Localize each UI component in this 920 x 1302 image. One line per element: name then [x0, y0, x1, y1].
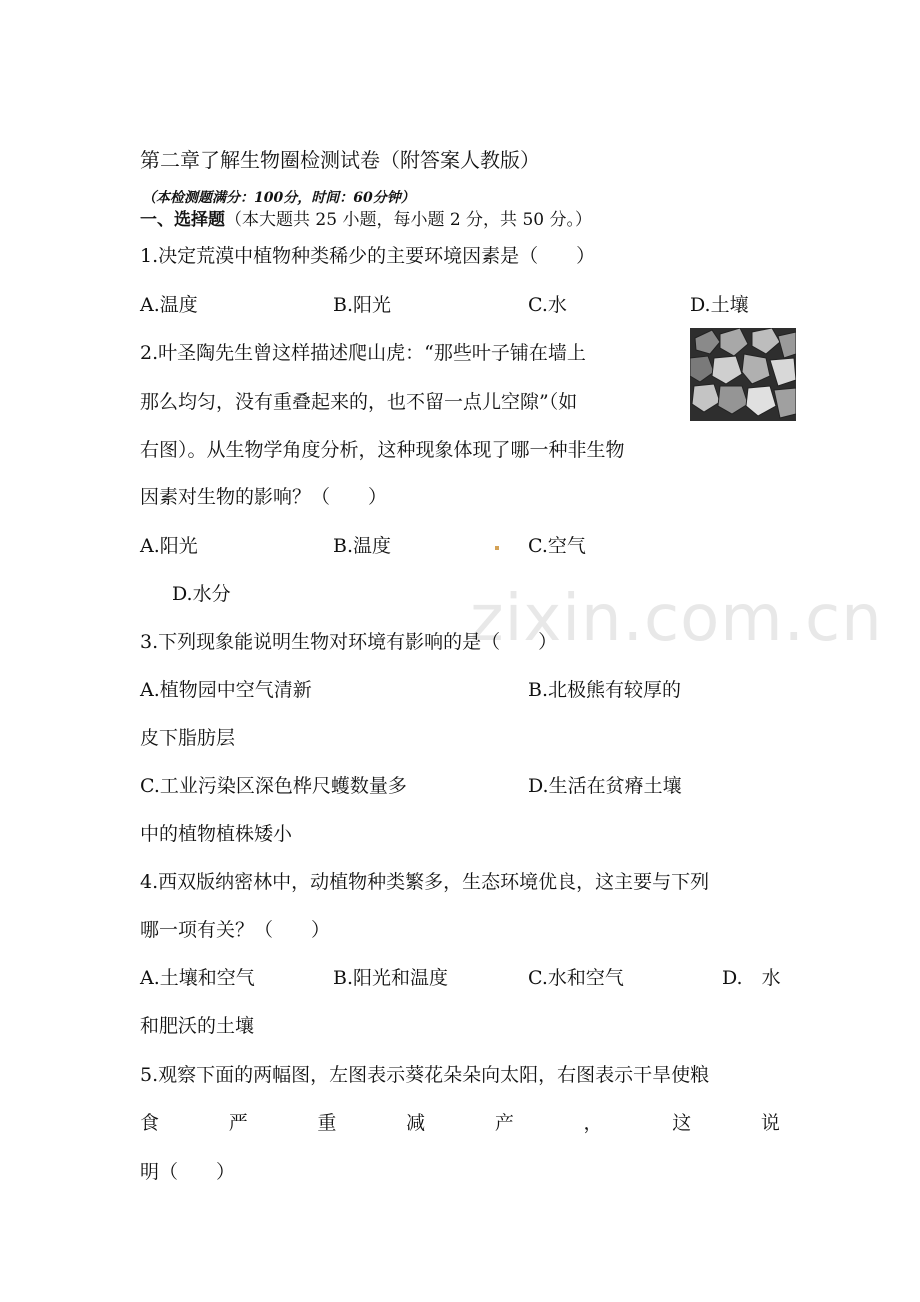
q5-char: ， [583, 1112, 603, 1134]
q1-option-c: C.水 [528, 294, 567, 316]
q4-option-d: D. 水 [722, 967, 781, 989]
exam-note: （本检测题满分：100分，时间：60分钟） [142, 190, 415, 206]
q3-option-d: D.生活在贫瘠土壤 [528, 775, 682, 797]
watermark: zixin.com.cn [470, 582, 883, 656]
q2-line1: 2.叶圣陶先生曾这样描述爬山虎：“那些叶子铺在墙上 [140, 342, 586, 364]
q4-option-c: C.水和空气 [528, 967, 624, 989]
q5-char: 说 [760, 1112, 780, 1134]
q2-option-c: C.空气 [528, 535, 586, 557]
section-desc: （本大题共 25 小题，每小题 2 分，共 50 分。） [225, 210, 593, 230]
q4-option-b: B.阳光和温度 [333, 967, 449, 989]
stray-dot [495, 546, 499, 550]
q2-option-d: D.水分 [172, 583, 231, 605]
q5-char: 食 [140, 1112, 160, 1134]
q5-char: 重 [317, 1112, 337, 1134]
q4-line1: 4.西双版纳密林中，动植物种类繁多，生态环境优良，这主要与下列 [140, 871, 710, 893]
q5-char: 这 [672, 1112, 692, 1134]
q3-option-a: A.植物园中空气清新 [140, 679, 312, 701]
section-title: 一、选择题 [140, 210, 225, 230]
q2-option-b: B.温度 [333, 535, 392, 557]
q4-option-a: A.土壤和空气 [140, 967, 255, 989]
q2-line2: 那么均匀，没有重叠起来的，也不留一点儿空隙”（如 [140, 391, 578, 413]
section-heading [140, 208, 592, 232]
q3-option-b-cont: 皮下脂肪层 [140, 727, 236, 749]
q5-line1: 5.观察下面的两幅图，左图表示葵花朵朵向太阳，右图表示干旱使粮 [140, 1064, 710, 1086]
q5-char: 产 [494, 1112, 514, 1134]
q3-stem: 3.下列现象能说明生物对环境有影响的是（ ） [140, 631, 558, 653]
q2-line4: 因素对生物的影响？（ ） [140, 486, 388, 508]
q5-line2 [140, 1111, 780, 1135]
q1-option-a: A.温度 [140, 294, 198, 316]
q5-char: 严 [228, 1112, 248, 1134]
q3-option-c: C.工业污染区深色桦尺蠖数量多 [140, 775, 407, 797]
q4-option-d-cont: 和肥沃的土壤 [140, 1015, 255, 1037]
q3-option-d-cont: 中的植物植株矮小 [140, 823, 293, 845]
q2-option-a: A.阳光 [140, 535, 198, 557]
q3-option-b: B.北极熊有较厚的 [528, 679, 682, 701]
q1-stem: 1.决定荒漠中植物种类稀少的主要环境因素是（ ） [140, 245, 596, 267]
q1-option-b: B.阳光 [333, 294, 392, 316]
q4-line2: 哪一项有关？（ ） [140, 919, 331, 941]
q2-line3: 右图）。从生物学角度分析，这种现象体现了哪一种非生物 [140, 439, 625, 461]
q5-char: 减 [406, 1112, 426, 1134]
q5-line3: 明（ ） [140, 1161, 236, 1183]
ivy-leaves-photo [690, 328, 796, 421]
q1-option-d: D.土壤 [690, 294, 749, 316]
page-title: 第二章了解生物圈检测试卷（附答案人教版） [140, 148, 540, 172]
